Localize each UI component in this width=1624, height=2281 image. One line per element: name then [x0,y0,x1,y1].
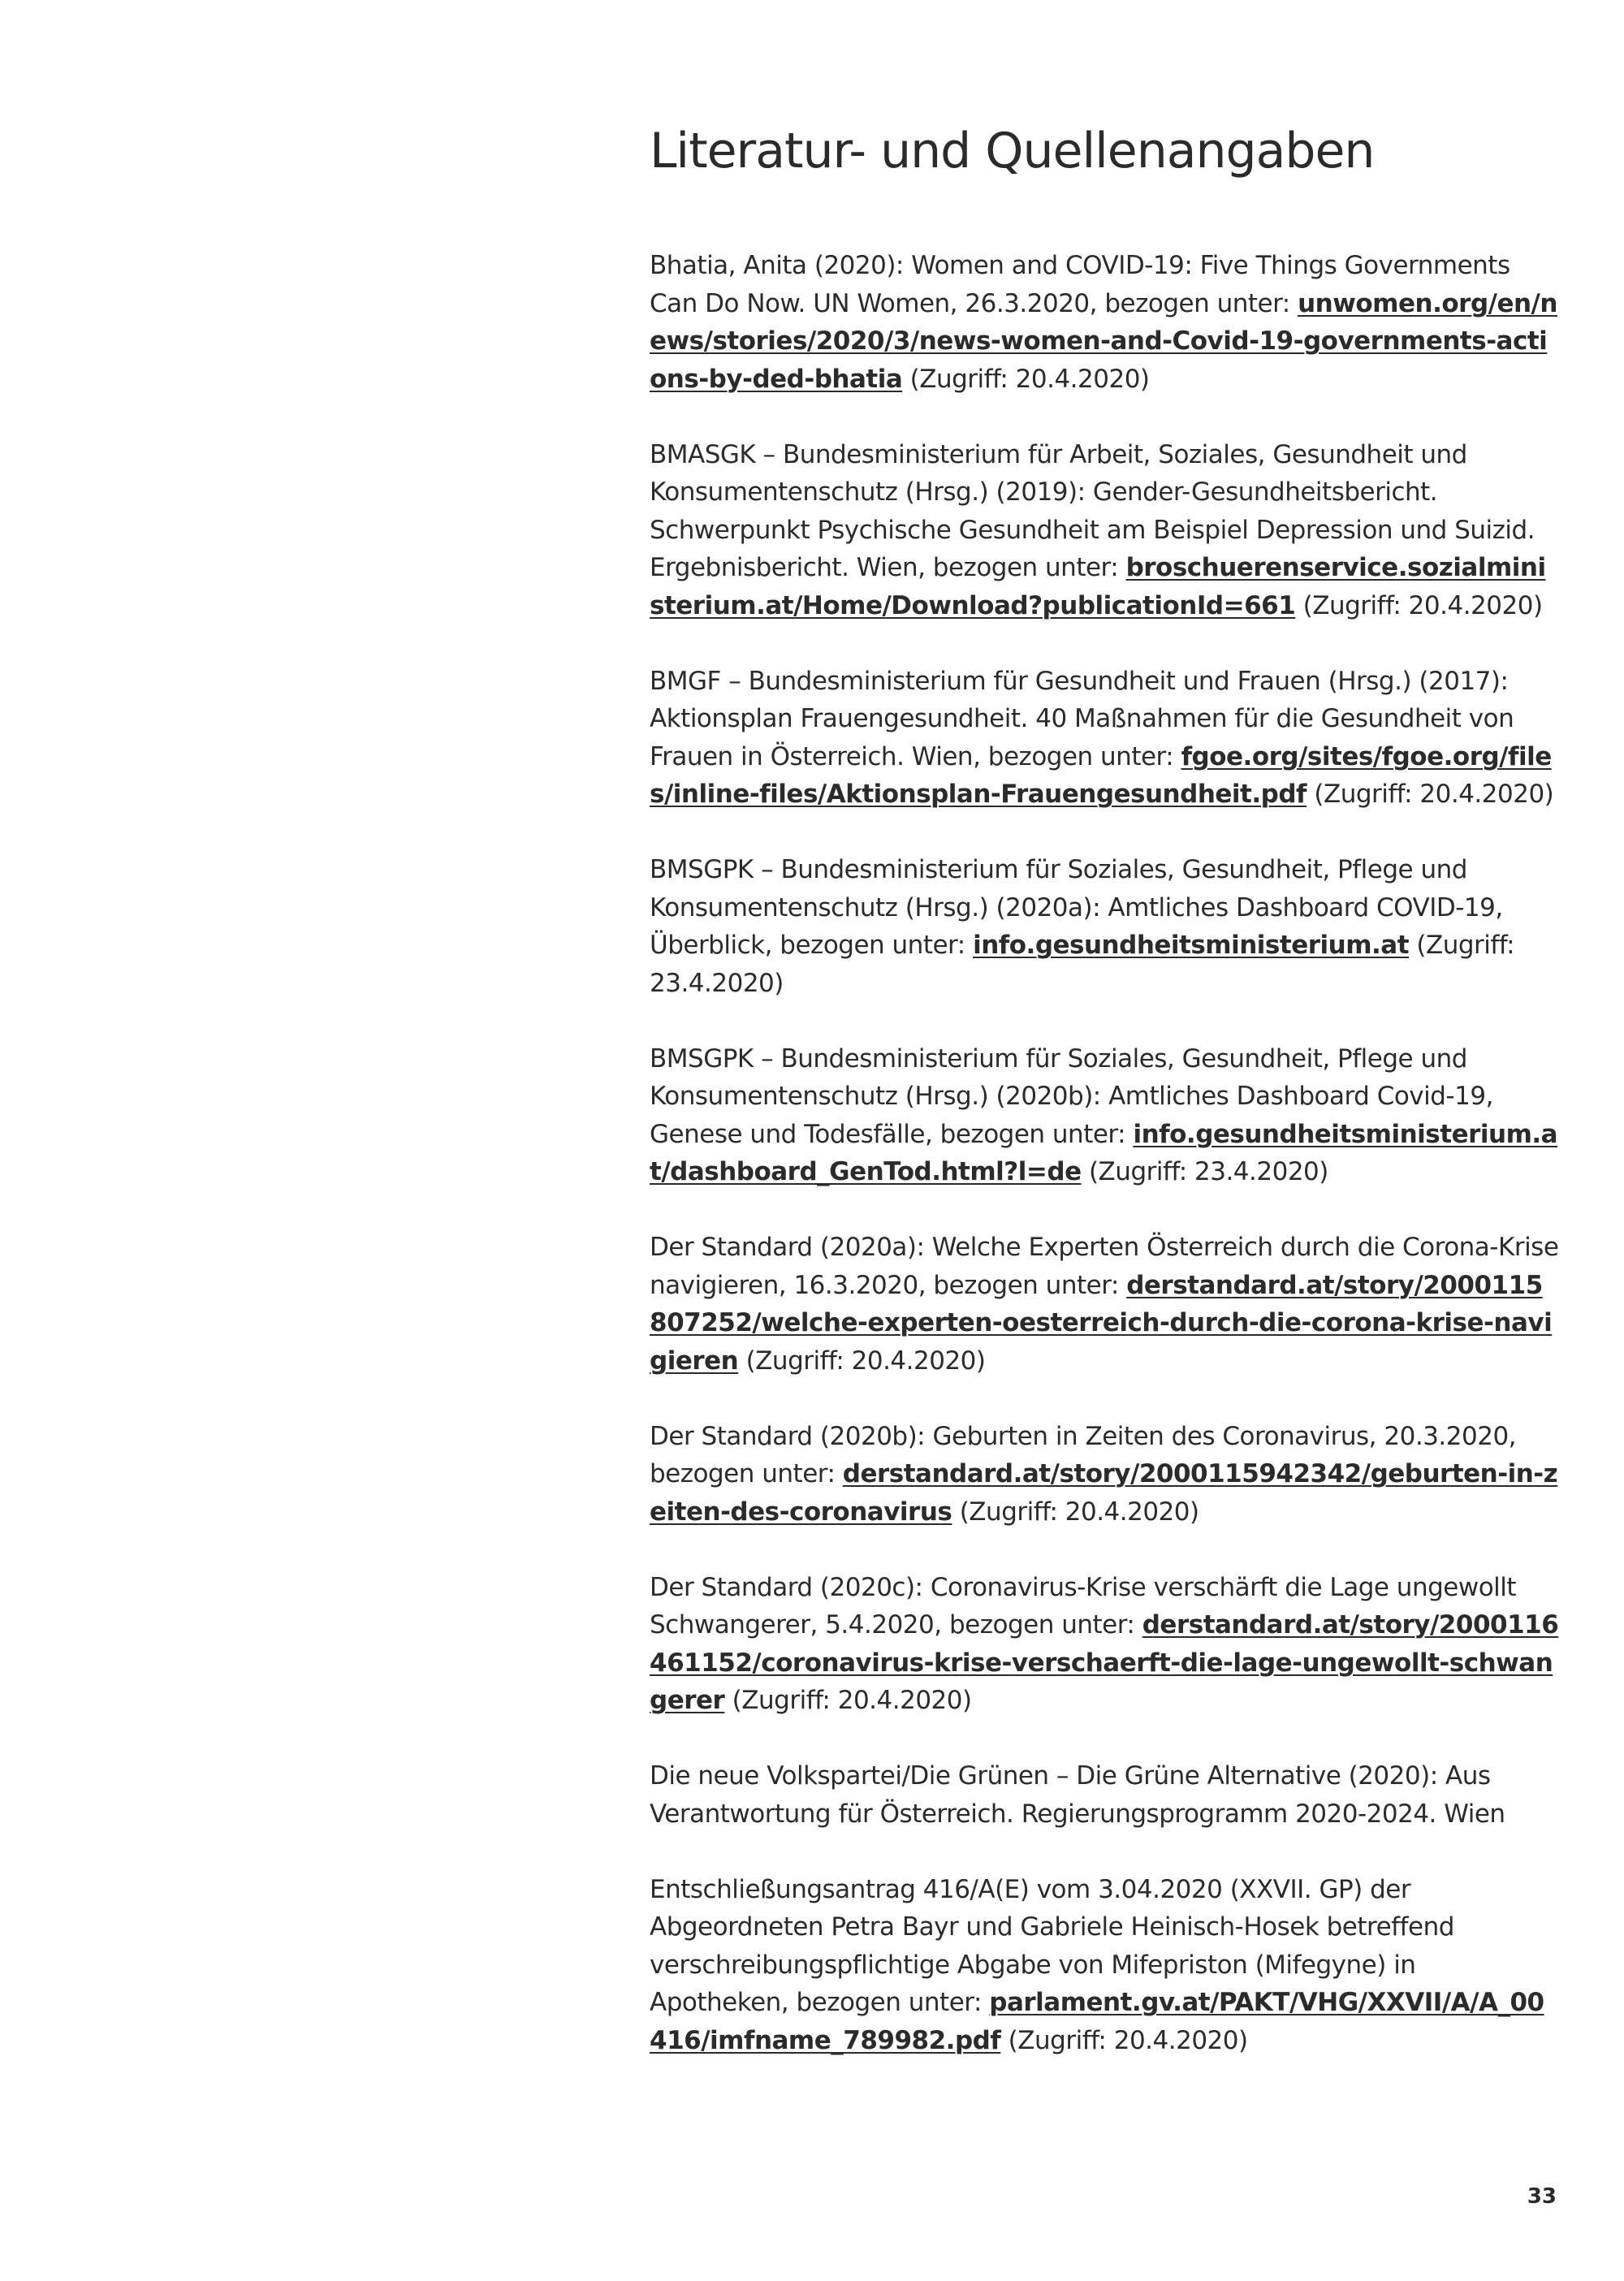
reference-link[interactable]: parlament.gv.at/PAKT/VHG/XXVII/A/A_00416/imfname_789982.pdf [650,1988,1544,2055]
reference-link[interactable]: derstandard.at/story/2000115942342/geburten-in-zeiten-des-coronavirus [650,1459,1558,1527]
reference-column [650,122,1559,2097]
reference-access-date: (Zugriff: 20.4.2020) [1307,780,1554,809]
reference-access-date: (Zugriff: 20.4.2020) [952,1497,1199,1527]
reference-text: BMGF – Bundesministerium für Gesundheit und Frauen (Hrsg.) (2017): Aktionsplan Frauengesundheit. 40 Maßnahmen für die Gesundheit von Frauen in Österreich. Wien, bezogen unter: [650,666,1514,771]
reference-list [650,247,1559,2059]
reference-item [650,1871,1559,2060]
reference-access-date: (Zugriff: 20.4.2020) [724,1686,972,1715]
reference-link[interactable]: derstandard.at/story/2000115807252/welche-experten-oesterreich-durch-die-corona-krise-navigieren [650,1270,1553,1376]
reference-text: BMSGPK – Bundesministerium für Soziales, Gesundheit, Pflege und Konsumentenschutz (Hrsg.) (2020a): Amtliches Dashboard COVID-19, Überblick, bezogen unter: [650,855,1503,960]
reference-link[interactable]: fgoe.org/sites/fgoe.org/files/inline-files/Aktionsplan-Frauengesundheit.pdf [650,741,1552,809]
reference-access-date: (Zugriff: 20.4.2020) [1000,2025,1248,2055]
reference-text: Der Standard (2020c): Coronavirus-Krise verschärft die Lage ungewollt Schwangerer, 5.4.2020, bezogen unter: [650,1572,1517,1639]
reference-item [650,1418,1559,1531]
page-number: 33 [1527,2184,1557,2209]
reference-item [650,1569,1559,1720]
reference-access-date: (Zugriff: 23.4.2020) [1081,1157,1328,1186]
reference-item [650,1229,1559,1380]
reference-item [650,1040,1559,1191]
reference-link[interactable]: info.gesundheitsministerium.at [973,931,1410,960]
reference-link[interactable]: info.gesundheitsministerium.at/dashboard_GenTod.html?l=de [650,1119,1558,1186]
reference-link[interactable]: derstandard.at/story/2000116461152/coronavirus-krise-verschaerft-die-lage-ungewollt-schwangerer [650,1610,1559,1715]
reference-link[interactable]: broschuerenservice.sozialministerium.at/Home/Download?publicationId=661 [650,553,1546,620]
reference-text: Bhatia, Anita (2020): Women and COVID-19: Five Things Governments Can Do Now. UN Women, 26.3.2020, bezogen unter: [650,251,1510,318]
reference-item [650,247,1559,398]
reference-access-date: (Zugriff: 20.4.2020) [1295,590,1543,620]
reference-text: BMSGPK – Bundesministerium für Soziales, Gesundheit, Pflege und Konsumentenschutz (Hrsg.) (2020b): Amtliches Dashboard Covid-19, Genese und Todesfälle, bezogen unter: [650,1043,1493,1149]
reference-access-date: (Zugriff: 23.4.2020) [650,931,1515,998]
reference-item [650,851,1559,1002]
reference-text: Der Standard (2020b): Geburten in Zeiten des Coronavirus, 20.3.2020, bezogen unter: [650,1421,1517,1488]
reference-item [650,663,1559,814]
reference-item [650,436,1559,625]
reference-text: BMASGK – Bundesministerium für Arbeit, Soziales, Gesundheit und Konsumentenschutz (Hrsg.) (2019): Gender-Gesundheitsbericht. Schwerpunkt Psychische Gesundheit am Beispiel Depression und Suizid. Ergebnisbericht. Wien, bezogen unter: [650,439,1535,582]
reference-link[interactable]: unwomen.org/en/news/stories/2020/3/news-women-and-Covid-19-governments-actions-by-ded-bhatia [650,288,1557,394]
reference-access-date: (Zugriff: 20.4.2020) [738,1346,986,1376]
reference-text: Der Standard (2020a): Welche Experten Österreich durch die Corona-Krise navigieren, 16.3.2020, bezogen unter: [650,1233,1559,1300]
reference-access-date: (Zugriff: 20.4.2020) [902,364,1150,394]
reference-item [650,1757,1559,1833]
page-title: Literatur- und Quellenangaben [650,123,1375,179]
reference-text: Entschließungsantrag 416/A(E) vom 3.04.2020 (XXVII. GP) der Abgeordneten Petra Bayr und Gabriele Heinisch-Hosek betreffend verschreibungspflichtige Abgabe von Mifepriston (Mifegyne) in Apotheken, bezogen unter: [650,1874,1454,2017]
reference-text: Die neue Volkspartei/Die Grünen – Die Grüne Alternative (2020): Aus Verantwortung für Österreich. Regierungsprogramm 2020-2024. Wien [650,1761,1505,1829]
